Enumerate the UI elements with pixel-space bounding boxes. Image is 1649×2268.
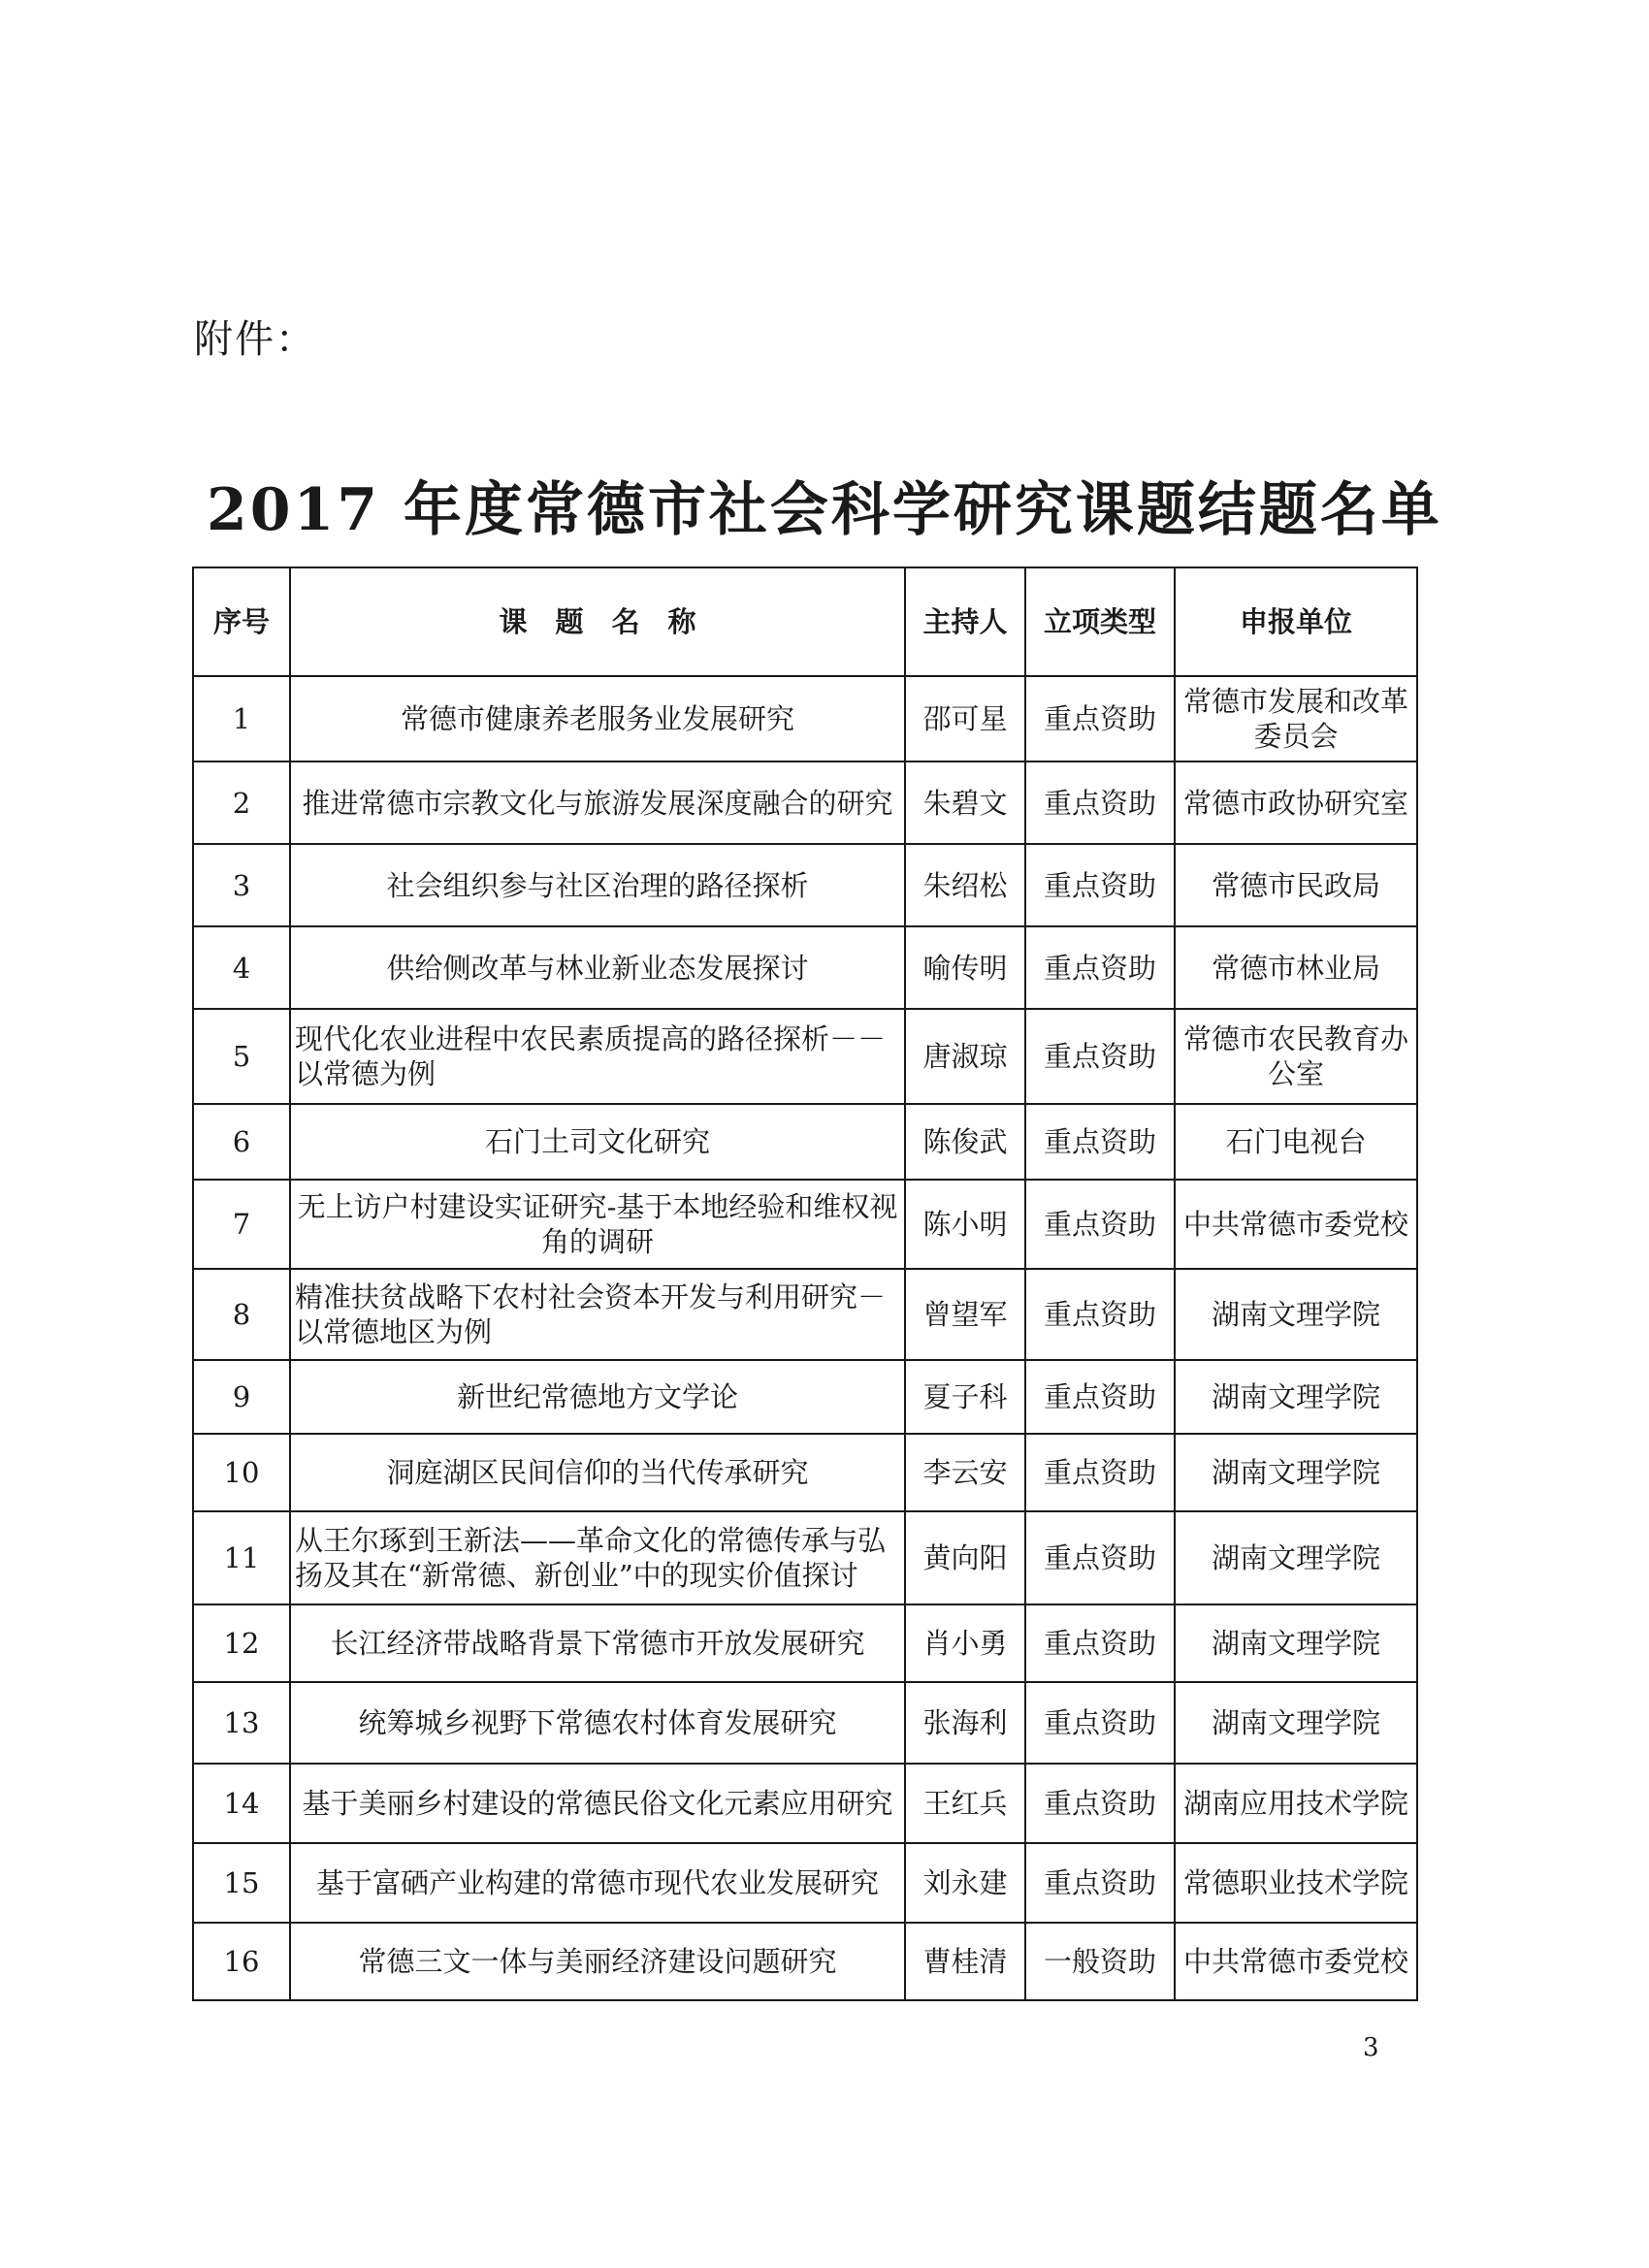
row-type: 重点资助	[1025, 1269, 1175, 1360]
table-row	[193, 1511, 1417, 1604]
row-type: 重点资助	[1025, 1180, 1175, 1269]
row-topic: 基于富硒产业构建的常德市现代农业发展研究	[290, 1843, 905, 1923]
row-type: 重点资助	[1025, 1764, 1175, 1843]
table-row	[193, 1923, 1417, 2000]
table-row	[193, 1682, 1417, 1764]
row-topic: 推进常德市宗教文化与旅游发展深度融合的研究	[290, 761, 905, 844]
row-type: 重点资助	[1025, 1843, 1175, 1923]
row-unit: 常德职业技术学院	[1175, 1843, 1417, 1923]
row-topic: 长江经济带战略背景下常德市开放发展研究	[290, 1604, 905, 1682]
row-topic: 常德市健康养老服务业发展研究	[290, 676, 905, 761]
row-index: 16	[193, 1923, 290, 2000]
row-host: 张海利	[905, 1682, 1025, 1764]
row-index: 15	[193, 1843, 290, 1923]
row-topic: 现代化农业进程中农民素质提高的路径探析－－以常德为例	[290, 1009, 905, 1104]
table-row	[193, 1604, 1417, 1682]
row-unit: 常德市民政局	[1175, 844, 1417, 926]
row-index: 14	[193, 1764, 290, 1843]
row-host: 邵可星	[905, 676, 1025, 761]
table-row	[193, 1843, 1417, 1923]
row-topic: 常德三文一体与美丽经济建设问题研究	[290, 1923, 905, 2000]
row-index: 7	[193, 1180, 290, 1269]
row-unit: 湖南应用技术学院	[1175, 1764, 1417, 1843]
row-host: 曹桂清	[905, 1923, 1025, 2000]
header-topic: 课 题 名 称	[290, 567, 905, 676]
table-row	[193, 1434, 1417, 1511]
header-host: 主持人	[905, 567, 1025, 676]
row-topic: 供给侧改革与林业新业态发展探讨	[290, 926, 905, 1009]
table-row	[193, 1104, 1417, 1180]
header-type: 立项类型	[1025, 567, 1175, 676]
row-index: 6	[193, 1104, 290, 1180]
table-row	[193, 1269, 1417, 1360]
row-host: 王红兵	[905, 1764, 1025, 1843]
row-index: 11	[193, 1511, 290, 1604]
row-index: 9	[193, 1360, 290, 1434]
row-unit: 湖南文理学院	[1175, 1604, 1417, 1682]
table-row	[193, 926, 1417, 1009]
table-row	[193, 1180, 1417, 1269]
row-type: 一般资助	[1025, 1923, 1175, 2000]
row-index: 2	[193, 761, 290, 844]
row-host: 曾望军	[905, 1269, 1025, 1360]
row-index: 8	[193, 1269, 290, 1360]
row-type: 重点资助	[1025, 1682, 1175, 1764]
table-row	[193, 1360, 1417, 1434]
row-host: 陈小明	[905, 1180, 1025, 1269]
row-type: 重点资助	[1025, 1434, 1175, 1511]
table-row	[193, 761, 1417, 844]
row-unit: 中共常德市委党校	[1175, 1180, 1417, 1269]
table-row	[193, 1009, 1417, 1104]
row-unit: 石门电视台	[1175, 1104, 1417, 1180]
row-topic: 统筹城乡视野下常德农村体育发展研究	[290, 1682, 905, 1764]
row-host: 唐淑琼	[905, 1009, 1025, 1104]
header-unit: 申报单位	[1175, 567, 1417, 676]
row-unit: 中共常德市委党校	[1175, 1923, 1417, 2000]
row-topic: 石门土司文化研究	[290, 1104, 905, 1180]
row-type: 重点资助	[1025, 1604, 1175, 1682]
row-type: 重点资助	[1025, 926, 1175, 1009]
row-topic: 基于美丽乡村建设的常德民俗文化元素应用研究	[290, 1764, 905, 1843]
row-host: 李云安	[905, 1434, 1025, 1511]
row-host: 朱绍松	[905, 844, 1025, 926]
row-topic: 洞庭湖区民间信仰的当代传承研究	[290, 1434, 905, 1511]
row-type: 重点资助	[1025, 761, 1175, 844]
row-unit: 常德市政协研究室	[1175, 761, 1417, 844]
row-topic: 社会组织参与社区治理的路径探析	[290, 844, 905, 926]
row-host: 黄向阳	[905, 1511, 1025, 1604]
row-unit: 湖南文理学院	[1175, 1682, 1417, 1764]
row-type: 重点资助	[1025, 676, 1175, 761]
row-unit: 常德市发展和改革委员会	[1175, 676, 1417, 761]
table-row	[193, 844, 1417, 926]
attachment-label: 附件：	[194, 317, 316, 362]
page-number: 3	[1363, 2033, 1379, 2062]
row-unit: 湖南文理学院	[1175, 1511, 1417, 1604]
row-index: 13	[193, 1682, 290, 1764]
project-list-table	[192, 567, 1418, 2001]
document-title: 2017 年度常德市社会科学研究课题结题名单	[207, 476, 1442, 544]
row-topic: 精准扶贫战略下农村社会资本开发与利用研究－以常德地区为例	[290, 1269, 905, 1360]
row-index: 1	[193, 676, 290, 761]
row-index: 4	[193, 926, 290, 1009]
row-index: 12	[193, 1604, 290, 1682]
row-unit: 常德市林业局	[1175, 926, 1417, 1009]
row-host: 肖小勇	[905, 1604, 1025, 1682]
row-type: 重点资助	[1025, 1511, 1175, 1604]
row-host: 陈俊武	[905, 1104, 1025, 1180]
row-unit: 湖南文理学院	[1175, 1269, 1417, 1360]
row-type: 重点资助	[1025, 1360, 1175, 1434]
table-row	[193, 676, 1417, 761]
table-header-row	[193, 567, 1417, 676]
row-unit: 湖南文理学院	[1175, 1434, 1417, 1511]
row-index: 5	[193, 1009, 290, 1104]
header-index: 序号	[193, 567, 290, 676]
row-index: 10	[193, 1434, 290, 1511]
row-topic: 新世纪常德地方文学论	[290, 1360, 905, 1434]
table-row	[193, 1764, 1417, 1843]
row-type: 重点资助	[1025, 1104, 1175, 1180]
row-type: 重点资助	[1025, 844, 1175, 926]
row-host: 夏子科	[905, 1360, 1025, 1434]
row-host: 喻传明	[905, 926, 1025, 1009]
row-host: 刘永建	[905, 1843, 1025, 1923]
row-topic: 无上访户村建设实证研究-基于本地经验和维权视角的调研	[290, 1180, 905, 1269]
row-type: 重点资助	[1025, 1009, 1175, 1104]
row-index: 3	[193, 844, 290, 926]
row-host: 朱碧文	[905, 761, 1025, 844]
row-unit: 常德市农民教育办公室	[1175, 1009, 1417, 1104]
row-topic: 从王尔琢到王新法——革命文化的常德传承与弘扬及其在“新常德、新创业”中的现实价值探讨	[290, 1511, 905, 1604]
row-unit: 湖南文理学院	[1175, 1360, 1417, 1434]
